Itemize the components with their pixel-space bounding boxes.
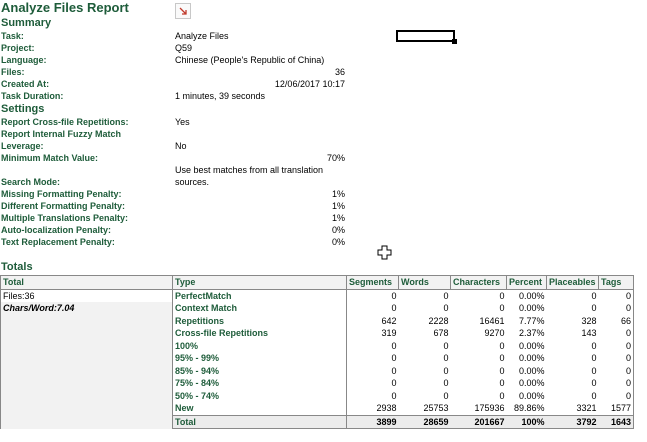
row-type: PerfectMatch bbox=[173, 289, 347, 302]
column-header-total: Total bbox=[1, 276, 173, 290]
placeables-cell: 0 bbox=[591, 290, 597, 301]
text-replacement-value: 0% bbox=[331, 237, 345, 247]
segments-cell: 0 bbox=[391, 290, 397, 301]
settings-heading: Settings bbox=[1, 103, 45, 115]
segments-cell: 2938 bbox=[376, 403, 397, 414]
task-duration-label: Task Duration: bbox=[1, 91, 64, 101]
segments-cell: 319 bbox=[381, 328, 397, 339]
characters-cell: 0 bbox=[499, 365, 505, 376]
percent-cell: 89.86% bbox=[513, 403, 545, 414]
tags-cell: 0 bbox=[599, 377, 634, 390]
tags-cell: 1577 bbox=[599, 402, 634, 415]
project-value: Q59 bbox=[175, 43, 193, 53]
selected-cell[interactable] bbox=[396, 30, 455, 42]
row-type: 75% - 84% bbox=[173, 377, 347, 390]
characters-cell: 175936 bbox=[474, 403, 505, 414]
characters-cell: 0 bbox=[499, 390, 505, 401]
task-value: Analyze Files bbox=[175, 31, 229, 41]
text-replacement-label: Text Replacement Penalty: bbox=[1, 237, 115, 247]
leverage-label: Leverage: bbox=[1, 141, 44, 151]
internal-fuzzy-label: Report Internal Fuzzy Match bbox=[1, 129, 122, 139]
column-header-characters: Characters bbox=[451, 276, 507, 290]
min-match-label: Minimum Match Value: bbox=[1, 153, 99, 163]
multiple-translations-label: Multiple Translations Penalty: bbox=[1, 213, 129, 223]
different-formatting-value: 1% bbox=[331, 201, 345, 211]
leverage-value: No bbox=[175, 141, 187, 151]
words-cell: 0 bbox=[443, 353, 449, 364]
column-header-words: Words bbox=[399, 276, 451, 290]
report-title: Analyze Files Report bbox=[1, 0, 129, 15]
characters-cell: 0 bbox=[499, 290, 505, 301]
words-cell: 25753 bbox=[423, 403, 449, 414]
column-header-placeables: Placeables bbox=[547, 276, 599, 290]
percent-cell: 0.00% bbox=[518, 303, 545, 314]
placeables-cell: 328 bbox=[581, 315, 597, 326]
tags-cell: 66 bbox=[599, 315, 634, 328]
percent-cell: 0.00% bbox=[518, 390, 545, 401]
search-mode-label: Search Mode: bbox=[1, 177, 61, 187]
row-type: 100% bbox=[173, 340, 347, 353]
words-cell: 2228 bbox=[428, 315, 449, 326]
percent-cell: 0.00% bbox=[518, 378, 545, 389]
total-characters: 201667 bbox=[451, 415, 507, 429]
summary-heading: Summary bbox=[1, 17, 52, 29]
segments-cell: 0 bbox=[391, 390, 397, 401]
segments-cell: 0 bbox=[391, 378, 397, 389]
cross-file-label: Report Cross-file Repetitions: bbox=[1, 117, 129, 127]
tags-cell: 0 bbox=[599, 365, 634, 378]
corner-arrow-icon[interactable] bbox=[175, 3, 191, 19]
words-cell: 0 bbox=[443, 303, 449, 314]
words-cell: 0 bbox=[443, 290, 449, 301]
characters-cell: 9270 bbox=[484, 328, 505, 339]
percent-cell: 7.77% bbox=[518, 315, 545, 326]
total-tags: 1643 bbox=[599, 415, 634, 429]
placeables-cell: 0 bbox=[591, 303, 597, 314]
column-header-tags: Tags bbox=[599, 276, 634, 290]
tags-cell: 0 bbox=[599, 302, 634, 315]
row-type: 85% - 94% bbox=[173, 365, 347, 378]
total-segments: 3899 bbox=[347, 415, 399, 429]
auto-localization-value: 0% bbox=[331, 225, 345, 235]
characters-cell: 0 bbox=[499, 340, 505, 351]
row-type: Cross-file Repetitions bbox=[173, 327, 347, 340]
words-cell: 0 bbox=[443, 378, 449, 389]
missing-formatting-value: 1% bbox=[331, 189, 345, 199]
chars-per-word-cell: Chars/Word:7.04 bbox=[1, 302, 173, 429]
table-row bbox=[1, 289, 634, 302]
totals-heading: Totals bbox=[1, 261, 33, 273]
segments-cell: 0 bbox=[391, 340, 397, 351]
words-cell: 0 bbox=[443, 390, 449, 401]
total-words: 28659 bbox=[399, 415, 451, 429]
search-mode-value-line2: sources. bbox=[175, 177, 210, 187]
auto-localization-label: Auto-localization Penalty: bbox=[1, 225, 112, 235]
search-mode-value-line1: Use best matches from all translation bbox=[175, 165, 324, 175]
task-duration-value: 1 minutes, 39 seconds bbox=[175, 91, 266, 101]
characters-cell: 0 bbox=[499, 378, 505, 389]
totals-table bbox=[0, 275, 634, 429]
total-placeables: 3792 bbox=[547, 415, 599, 429]
crosshair-cursor-icon bbox=[377, 245, 392, 260]
placeables-cell: 0 bbox=[591, 340, 597, 351]
tags-cell: 0 bbox=[599, 352, 634, 365]
created-at-label: Created At: bbox=[1, 79, 50, 89]
cross-file-value: Yes bbox=[175, 117, 190, 127]
placeables-cell: 3321 bbox=[576, 403, 597, 414]
tags-cell: 0 bbox=[599, 327, 634, 340]
created-at-value: 12/06/2017 10:17 bbox=[274, 79, 345, 89]
segments-cell: 0 bbox=[391, 353, 397, 364]
row-type: Context Match bbox=[173, 302, 347, 315]
placeables-cell: 0 bbox=[591, 353, 597, 364]
total-percent: 100% bbox=[507, 415, 547, 429]
language-label: Language: bbox=[1, 55, 47, 65]
tags-cell: 0 bbox=[599, 390, 634, 403]
row-type: 50% - 74% bbox=[173, 390, 347, 403]
percent-cell: 0.00% bbox=[518, 365, 545, 376]
row-type: Repetitions bbox=[173, 315, 347, 328]
row-type: 95% - 99% bbox=[173, 352, 347, 365]
placeables-cell: 143 bbox=[581, 328, 597, 339]
min-match-value: 70% bbox=[326, 153, 345, 163]
segments-cell: 0 bbox=[391, 365, 397, 376]
multiple-translations-value: 1% bbox=[331, 213, 345, 223]
tags-cell: 0 bbox=[599, 289, 634, 302]
missing-formatting-label: Missing Formatting Penalty: bbox=[1, 189, 122, 199]
percent-cell: 0.00% bbox=[518, 353, 545, 364]
files-label: Files: bbox=[1, 67, 25, 77]
tags-cell: 0 bbox=[599, 340, 634, 353]
percent-cell: 0.00% bbox=[518, 290, 545, 301]
language-value: Chinese (People's Republic of China) bbox=[175, 55, 325, 65]
different-formatting-label: Different Formatting Penalty: bbox=[1, 201, 126, 211]
segments-cell: 642 bbox=[381, 315, 397, 326]
placeables-cell: 0 bbox=[591, 365, 597, 376]
task-label: Task: bbox=[1, 31, 24, 41]
words-cell: 678 bbox=[433, 328, 449, 339]
row-type: New bbox=[173, 402, 347, 415]
column-header-percent: Percent bbox=[507, 276, 547, 290]
words-cell: 0 bbox=[443, 340, 449, 351]
percent-cell: 0.00% bbox=[518, 340, 545, 351]
files-cell: Files:36 bbox=[1, 289, 173, 302]
totals-header-row bbox=[1, 276, 634, 290]
column-header-type: Type bbox=[173, 276, 347, 290]
characters-cell: 0 bbox=[499, 353, 505, 364]
characters-cell: 0 bbox=[499, 303, 505, 314]
placeables-cell: 0 bbox=[591, 390, 597, 401]
placeables-cell: 0 bbox=[591, 378, 597, 389]
column-header-segments: Segments bbox=[347, 276, 399, 290]
total-row-type: Total bbox=[173, 415, 347, 429]
project-label: Project: bbox=[1, 43, 35, 53]
table-row bbox=[1, 302, 634, 315]
characters-cell: 16461 bbox=[479, 315, 505, 326]
percent-cell: 2.37% bbox=[518, 328, 545, 339]
files-value: 36 bbox=[334, 67, 345, 77]
words-cell: 0 bbox=[443, 365, 449, 376]
segments-cell: 0 bbox=[391, 303, 397, 314]
